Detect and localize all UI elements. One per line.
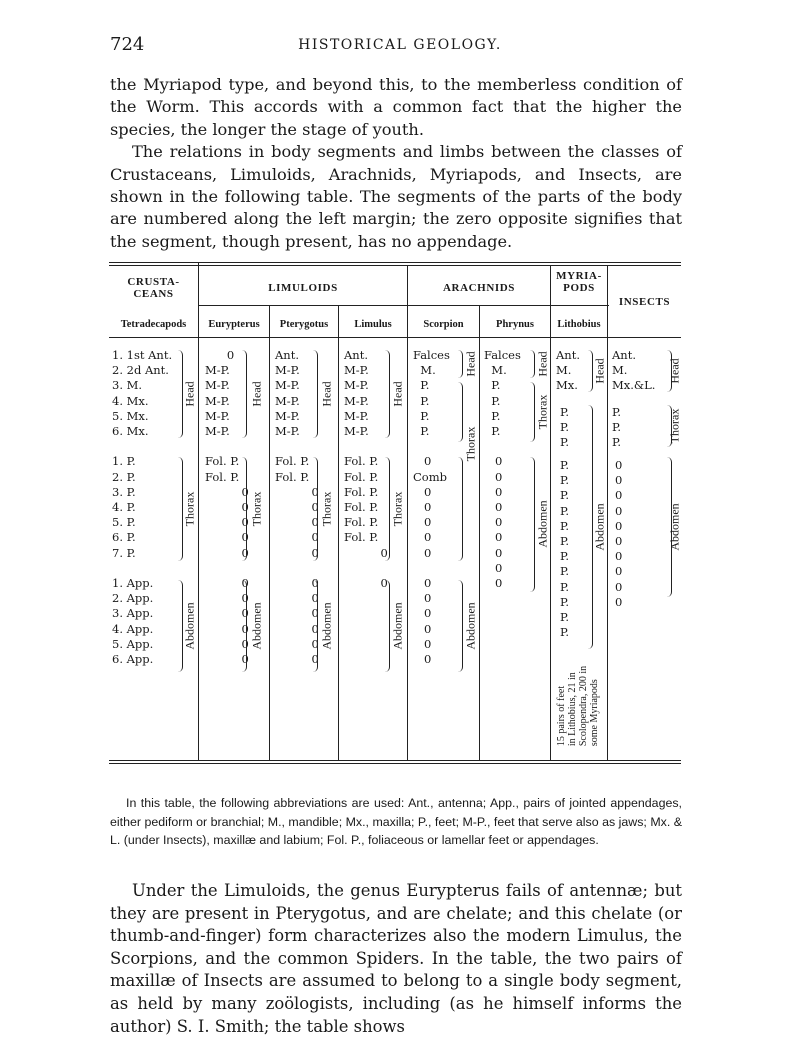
page-number: 724 <box>110 34 145 55</box>
column-lithobius-body: P. P. P. P. P. P. P. P. P. P. P. P. <box>560 458 570 640</box>
label-phrynus-head: Head <box>535 351 550 377</box>
label-pterygotus-head: Head <box>319 381 334 407</box>
label-crustacea-head: Head <box>182 381 197 407</box>
label-insects-thorax: Thorax <box>667 408 682 444</box>
label-lithobius-abdomen: Abdomen <box>592 503 607 551</box>
group-myriapods: MYRIA- PODS <box>556 270 602 294</box>
group-insects: INSECTS <box>618 296 671 308</box>
column-eurypterus: 0 M-P. M-P. M-P. M-P. M-P. Fol. P. Fol. P. 0 0 0 0 0 0 0 0 0 0 0 <box>205 348 249 667</box>
top-text <box>110 74 682 253</box>
column-tetradecapods: 1. 1st Ant. 2. 2d Ant. 3. M. 4. Mx. 5. Mx. 6. Mx. 1. P. 2. P. 3. P. 4. P. 5. P. 6. P. 7. P. 1. App. 2. App. 3. App. 4. App. 5. App. 6. App. <box>112 348 173 667</box>
column-phrynus: Falces M. P. P. P. P. 0 0 0 0 0 0 0 0 0 <box>484 348 521 591</box>
subhead-pterygotus: Pterygotus <box>279 319 329 330</box>
label-eurypterus-abdomen: Abdomen <box>249 602 264 650</box>
label-insects-abdomen: Abdomen <box>667 503 682 551</box>
myriapod-note: 15 pairs of feet in Lithobius, 21 in Scolopendra, 200 in some Myriapods <box>556 665 600 747</box>
label-limulus-abdomen: Abdomen <box>390 602 405 650</box>
column-insects-abdomen: 0 0 0 0 0 0 0 0 0 0 <box>615 458 623 609</box>
label-scorpion-thorax: Thorax <box>463 426 478 462</box>
label-pterygotus-thorax: Thorax <box>319 491 334 527</box>
column-pterygotus: Ant. M-P. M-P. M-P. M-P. M-P. Fol. P. Fol. P. 0 0 0 0 0 0 0 0 0 0 0 <box>275 348 319 667</box>
paragraph-1: the Myriapod type, and beyond this, to the memberless condition of the Worm. This accords with a common fact that the higher the species, the longer the stage of youth. <box>110 75 682 139</box>
subhead-phrynus: Phrynus <box>496 319 534 330</box>
subhead-limulus: Limulus <box>354 319 392 330</box>
column-insects-thorax: P. P. P. <box>612 405 622 450</box>
subhead-tetradecapods: Tetradecapods <box>120 319 187 330</box>
label-pterygotus-abdomen: Abdomen <box>319 602 334 650</box>
label-lithobius-head: Head <box>592 358 607 384</box>
table-footnote <box>110 794 682 850</box>
label-limulus-head: Head <box>390 381 405 407</box>
column-lithobius-thorax: P. P. P. <box>560 405 570 450</box>
column-limulus: Ant. M-P. M-P. M-P. M-P. M-P. Fol. P. Fol. P. Fol. P. Fol. P. Fol. P. Fol. P. 0 0 <box>344 348 388 591</box>
label-crustacea-thorax: Thorax <box>182 491 197 527</box>
group-limuloids: LIMULOIDS <box>268 282 338 294</box>
label-eurypterus-thorax: Thorax <box>249 491 264 527</box>
label-crustacea-abdomen: Abdomen <box>182 602 197 650</box>
label-scorpion-head: Head <box>463 351 478 377</box>
bottom-text: Under the Limuloids, the genus Eurypterus fails of antennæ; but they are present in Pterygotus, and are chelate; and this chelate (or thumb-and-finger) form characterizes also the modern Limulus, the Scorpions, and the common Spiders. In the table, the two pairs of maxillæ of Insects are assumed to belong to a single body segment, as held by many zoölogists, including (as he himself informs the author) S. I. Smith; the table shows <box>110 881 682 1036</box>
label-insects-head: Head <box>667 358 682 384</box>
label-eurypterus-head: Head <box>249 381 264 407</box>
footnote-text: In this table, the following abbreviations are used: Ant., antenna; App., pairs of jointed appendages, either pediform or branchial; M., mandible; Mx., maxilla; P., feet; M-P., feet that serve also as jaws; Mx. & L. (under Insects), maxillæ and labium; Fol. P., foliaceous or lamellar feet or appendages. <box>110 796 682 847</box>
group-arachnids: ARACHNIDS <box>442 282 516 294</box>
segments-table <box>109 262 681 763</box>
label-scorpion-abdomen: Abdomen <box>463 602 478 650</box>
running-head: HISTORICAL GEOLOGY. <box>298 37 502 53</box>
group-crustaceans: CRUSTA- CEANS <box>127 276 180 300</box>
subhead-lithobius: Lithobius <box>557 319 601 330</box>
column-lithobius-head: Ant. M. Mx. <box>556 348 580 393</box>
paragraph-2: The relations in body segments and limbs between the classes of Crustaceans, Limuloids, Arachnids, Myriapods, and Insects, are shown in the following table. The segments of the parts of the body are numbered along the left margin; the zero opposite signifies that the segment, though present, has no appendage. <box>110 142 682 251</box>
column-insects-head: Ant. M. Mx.&L. <box>612 348 656 393</box>
subhead-scorpion: Scorpion <box>423 319 464 330</box>
subhead-eurypterus: Eurypterus <box>208 319 260 330</box>
label-phrynus-thorax: Thorax <box>535 394 550 430</box>
column-scorpion: Falces M. P. P. P. P. 0 Comb 0 0 0 0 0 0 0 0 0 0 0 <box>413 348 450 667</box>
label-phrynus-abdomen: Abdomen <box>535 500 550 548</box>
label-limulus-thorax: Thorax <box>390 491 405 527</box>
